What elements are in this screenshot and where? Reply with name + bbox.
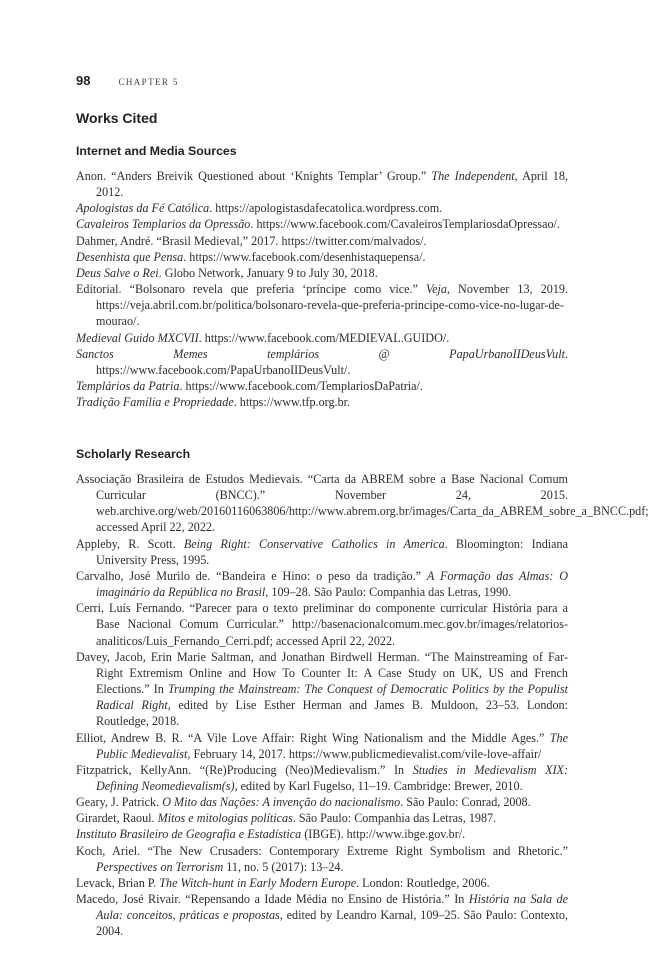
reference-title: Medieval Guido MXCVII xyxy=(76,330,199,345)
page-title: Works Cited xyxy=(76,110,158,126)
running-header xyxy=(76,73,179,88)
reference-title: Templários da Patria xyxy=(76,379,180,394)
reference-text: Carvalho, José Murilo de. “Bandeira e Hino: o peso da tradição.” xyxy=(76,568,427,583)
section-heading: Scholarly Research xyxy=(76,447,191,461)
reference-entry xyxy=(76,794,568,810)
reference-title: The Independent xyxy=(431,169,515,183)
reference-entry xyxy=(76,568,568,600)
reference-text: Macedo, José Rivair. “Repensando a Idade Média no Ensino de História.” In xyxy=(76,892,469,907)
reference-entry xyxy=(76,843,568,875)
reference-entry xyxy=(76,471,649,536)
reference-text: . São Paulo: Conrad, 2008. xyxy=(400,795,531,810)
page-number: 98 xyxy=(76,73,91,88)
reference-title: Perspectives on Terrorism xyxy=(96,859,224,874)
reference-text: Geary, J. Patrick. xyxy=(76,795,163,810)
reference-title: Sanctos Memes templários @ PapaUrbanoIIDeusVult xyxy=(76,346,565,361)
reference-entry xyxy=(76,394,568,410)
reference-entry xyxy=(76,216,568,232)
reference-text: . Globo Network, January 9 to July 30, 2018. xyxy=(158,265,378,280)
reference-text: . Bloomington: Indiana University Press, 1995. xyxy=(96,536,568,567)
chapter-label: CHAPTER 5 xyxy=(118,77,179,87)
reference-title: A Formação das Almas: O imaginário da República no Brasil xyxy=(96,568,568,600)
reference-entry xyxy=(76,891,568,939)
reference-entry xyxy=(76,762,568,794)
reference-text: , edited by Lise Esther Herman and James B. Muldoon, 23–53. London: Routledge, 2018. xyxy=(96,698,568,729)
reference-title: Instituto Brasileiro de Geografia e Estadística xyxy=(76,827,302,842)
reference-entry xyxy=(76,600,568,648)
reference-entry xyxy=(76,378,568,394)
reference-text: Koch, Ariel. “The New Crusaders: Contemporary Extreme Right Symbolism and Rhetoric.” xyxy=(76,843,568,858)
reference-text: Cerri, Luís Fernando. “Parecer para o texto preliminar do componente curricular História para a Base Nacional Comum Curricular.” http://basenacionalcomum.mec.gov.br/images/relatorios-analiticos/Luis_Fernando_Cerri.pdf; accessed April 22, 2022. xyxy=(76,601,568,648)
reference-text: Elliot, Andrew B. R. “A Vile Love Affair: Right Wing Nationalism and the Middle Ages.” xyxy=(76,730,550,745)
reference-text: Davey, Jacob, Erin Marie Saltman, and Jonathan Birdwell Herman. “The Mainstreaming of Far-Right Extremism Online and How To Counter It: A Case Study on UK, US and French Elections.” In xyxy=(76,649,568,697)
reference-entry xyxy=(76,730,568,762)
reference-title: O Mito das Nações: A invenção do nacionalismo xyxy=(162,795,401,810)
reference-title: Being Right: Conservative Catholics in America xyxy=(183,536,445,551)
reference-text: . https://www.facebook.com/TemplariosDaPatria/. xyxy=(179,379,423,394)
reference-title: Apologistas da Fé Católica xyxy=(76,201,210,216)
reference-text: Associação Brasileira de Estudos Medievais. “Carta da ABREM sobre a Base Nacional Comum Curricular (BNCC).” November 24, 2015. web.archive.org/web/20160116063806/http://www.abrem.org.br/images/Carta_da_ABREM_sobre_a_BNCC.pdf; accessed April 22, 2022. xyxy=(76,472,649,535)
reference-title: The Witch-hunt in Early Modern Europe xyxy=(159,875,357,890)
section-scholarly-research xyxy=(76,447,649,940)
reference-text: (IBGE). http://www.ibge.gov.br/. xyxy=(301,827,466,842)
reference-text: 11, no. 5 (2017): 13–24. xyxy=(223,859,344,874)
reference-text: . https://www.tfp.org.br. xyxy=(233,395,351,410)
reference-entry xyxy=(76,649,568,730)
reference-text: , February 14, 2017. https://www.publicmedievalist.com/vile-love-affair/ xyxy=(187,746,542,761)
reference-text: , April 18, 2012. xyxy=(96,169,568,200)
reference-text: , November 13, 2019. https://veja.abril.com.br/politica/bolsonaro-revela-que-preferia-principe-como-vice-no-lugar-de-mourao/. xyxy=(96,282,569,329)
reference-entry xyxy=(76,826,568,842)
reference-text: . London: Routledge, 2006. xyxy=(356,875,490,890)
reference-text: . https://apologistasdafecatolica.wordpress.com. xyxy=(209,201,443,216)
reference-title: Tradição Família e Propriedade xyxy=(76,395,234,410)
reference-list xyxy=(76,471,649,940)
reference-title: Desenhista que Pensa xyxy=(76,249,184,264)
reference-text: . https://www.facebook.com/PapaUrbanoIIDeusVult/. xyxy=(96,346,568,377)
reference-title: Cavaleiros Templarios da Opressão xyxy=(76,217,251,232)
reference-entry xyxy=(76,536,568,568)
reference-text: . São Paulo: Companhia das Letras, 1987. xyxy=(292,811,497,826)
reference-text: Levack, Brian P. xyxy=(76,875,160,890)
reference-text: Editorial. “Bolsonaro revela que preferia ‘príncipe como vice.” xyxy=(76,282,427,297)
reference-title: Deus Salve o Rei xyxy=(76,265,159,280)
reference-entry xyxy=(76,168,568,200)
reference-entry xyxy=(76,330,568,346)
reference-entry xyxy=(76,200,568,216)
reference-entry xyxy=(76,346,568,378)
reference-entry xyxy=(76,265,568,281)
reference-title: Veja xyxy=(426,282,447,297)
reference-text: , edited by Karl Fugelso, 11–19. Cambridge: Brewer, 2010. xyxy=(234,778,523,793)
section-internet-media xyxy=(76,144,568,410)
reference-entry xyxy=(76,810,568,826)
reference-entry xyxy=(76,281,568,329)
reference-title: The Public Medievalist xyxy=(96,730,568,761)
reference-text: Appleby, R. Scott. xyxy=(76,536,184,551)
reference-entry xyxy=(76,233,568,249)
section-heading: Internet and Media Sources xyxy=(76,144,237,158)
reference-list xyxy=(76,168,568,410)
reference-text: . https://www.facebook.com/MEDIEVAL.GUIDO/. xyxy=(198,330,450,345)
reference-text: . https://www.facebook.com/desenhistaquepensa/. xyxy=(183,249,426,264)
reference-text: , 109–28. São Paulo: Companhia das Letras, 1990. xyxy=(265,585,512,600)
reference-title: Studies in Medievalism XIX: Defining Neomedievalism(s) xyxy=(96,762,568,793)
reference-entry xyxy=(76,249,568,265)
reference-title: Trumping the Mainstream: The Conquest of Democratic Politics by the Populist Radical Right xyxy=(96,682,568,713)
reference-text: , edited by Leandro Karnal, 109–25. São Paulo: Contexto, 2004. xyxy=(96,908,568,939)
reference-text: . https://www.facebook.com/CavaleirosTemplariosdaOpressao/. xyxy=(250,217,560,232)
reference-text: Dahmer, André. “Brasil Medieval,” 2017. https://twitter.com/malvados/. xyxy=(76,233,427,248)
reference-entry xyxy=(76,875,568,891)
reference-title: História na Sala de Aula: conceitos, práticas e propostas xyxy=(96,892,568,923)
reference-text: Girardet, Raoul. xyxy=(76,811,158,826)
reference-text: Fitzpatrick, KellyAnn. “(Re)Producing (Neo)Medievalism.” In xyxy=(76,762,413,777)
reference-title: Mitos e mitologias políticas xyxy=(157,811,293,826)
reference-text: Anon. “Anders Breivik Questioned about ‘Knights Templar’ Group.” xyxy=(76,169,432,183)
